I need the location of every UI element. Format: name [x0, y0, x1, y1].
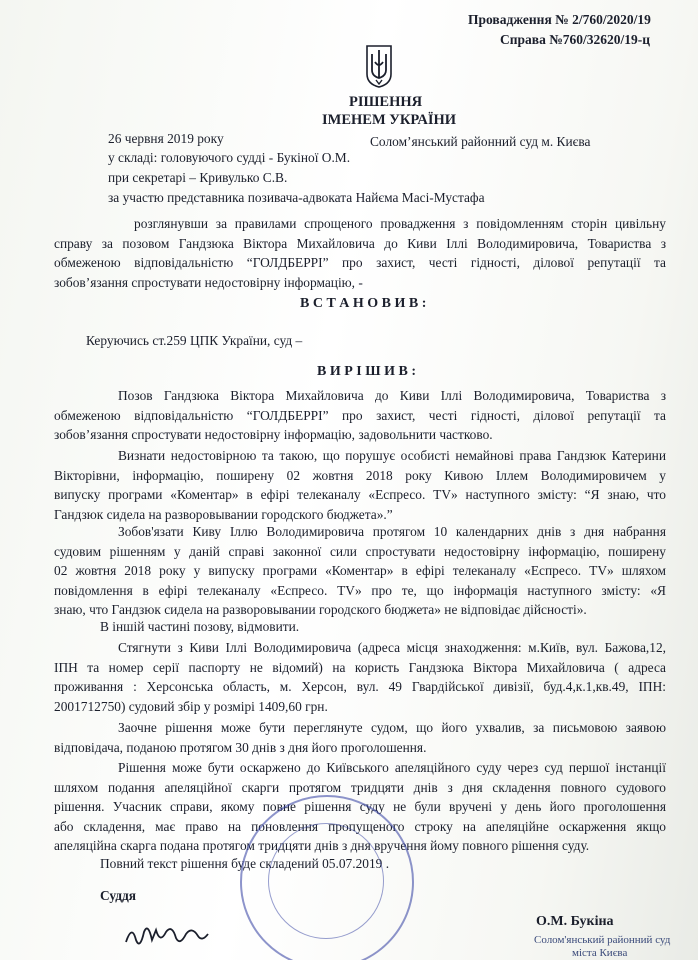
text-line: обмеженою відповідальністю “ГОЛДБЕРРІ” про захист, честі гідності, ділової репутації та [54, 407, 666, 423]
coat-of-arms-icon [364, 44, 394, 88]
text-line: 2001712750) судовий збір у розмірі 1409,60 грн. [54, 698, 328, 714]
court-name: Солом’янський районний суд м. Києва [370, 134, 591, 149]
court-secretary: при секретарі – Кривулько С.В. [108, 170, 288, 185]
text-line: знаю, что Гандзюк сидела на разворовывании городского бюджета» не відповідає дійсності». [54, 602, 587, 618]
text-line: повідомлення в ефірі телеканалу «Еспресо. TV» про те, що інформація наступного змісту: «Я [54, 582, 666, 598]
court-stamp-inner [268, 823, 384, 939]
text-line: або складення, має право на поновлення пропущеного строку на апеляційне оскарження якщо [54, 818, 666, 834]
stamp-footer-line2: міста Києва [572, 947, 628, 959]
text-line: Стягнути з Киви Іллі Володимировича (адреса місця знаходження: м.Київ, вул. Бажова,12, [118, 640, 666, 655]
text-line: Рішення може бути оскаржено до Київського апеляційного суду через суд першої інстанції [118, 760, 666, 775]
case-number: Справа №760/32620/19-ц [500, 32, 651, 47]
text-line: справу за позовом Гандзюка Віктора Михайловича до Киви Іллі Володимировича, Товариства з [54, 235, 666, 251]
text-line: рішення. Учасник справи, якому повне рішення суду не були вручені у день його проголошення [54, 799, 666, 815]
stamp-footer-line1: Солом'янський районний суд [534, 934, 671, 946]
decision-title: РІШЕННЯ [349, 94, 423, 110]
court-composition: у складі: головуючого судді - Букіної О.М. [108, 150, 351, 165]
full-text-date: Повний текст рішення буде складений 05.07.2019 . [100, 856, 390, 871]
text-line: шляхом подання апеляційної скарги протягом тридцяти днів з дня складення повного судового [54, 779, 666, 795]
text-line: апеляційна скарга подана протягом тридцяти днів з дня вручення йому повного рішення суду. [54, 838, 590, 854]
text-line: Зобов'язати Киву Іллю Володимировича протягом 10 календарних днів з дня набрання [118, 524, 666, 539]
judge-signature [122, 918, 212, 952]
ruling-paragraph-reject: В іншій частині позову, відмовити. [100, 619, 300, 634]
decided-heading: В И Р І Ш И В : [317, 364, 416, 379]
text-line: відповідача, поданою протягом 30 днів з дня його проголошення. [54, 739, 427, 755]
judge-label: Суддя [100, 888, 136, 903]
decision-subtitle: ІМЕНЕМ УКРАЇНИ [322, 112, 457, 128]
judge-name: О.М. Букіна [536, 914, 614, 929]
text-line: зобов’язання спростувати недостовірну інформацію, - [54, 274, 363, 290]
text-line: ІПН та номер серії паспорту не відомий) на користь Гандзюка Віктора Михайловича ( адреса [54, 659, 666, 675]
text-line: проживання : Херсонська область, м. Херсон, вул. 49 Гвардійської дивізії, буд.4,к.1,кв.49, ІПН: [54, 679, 666, 695]
ruling-paragraph-collect [54, 638, 666, 716]
text-line: Визнати недостовірною та такою, що порушує особисті немайнові права Гандзюк Катерини [118, 448, 666, 463]
established-heading: В С Т А Н О В И В : [300, 296, 427, 311]
text-line: випуску програми «Коментар» в ефірі телеканалу «Еспресо. TV» наступного змісту: “Я знаю, что [54, 487, 666, 503]
plaintiff-representative: за участю представника позивача-адвоката Найєма Масі-Мустафа [108, 190, 485, 205]
text-line: Заочне рішення може бути переглянуте судом, що його ухвалив, за письмовою заявою [118, 720, 666, 735]
ruling-paragraph-oblige [54, 522, 666, 620]
text-line: Позов Гандзюка Віктора Михайловича до Киви Іллі Володимировича, Товариства з [118, 388, 666, 403]
text-line: Вікторівни, інформацію, поширену 02 жовтня 2018 року Кивою Іллем Володимировичем у [54, 467, 666, 483]
text-line: зобов’язання спростувати недостовірну інформацію, задовольнити частково. [54, 427, 493, 443]
proceeding-number: Провадження № 2/760/2020/19 [468, 12, 651, 27]
guided-by-text: Керуючись ст.259 ЦПК України, суд – [86, 333, 303, 348]
text-line: обмеженою відповідальністю “ГОЛДБЕРРІ” про захист, честі гідності, ділової репутації та [54, 255, 666, 271]
text-line: Гандзюк сидела на разворовывании городского бюджета».” [54, 506, 393, 522]
ruling-paragraph-claim [54, 386, 666, 445]
text-line: розглянувши за правилами спрощеного провадження з повідомленням сторін цивільну [134, 216, 666, 231]
ruling-paragraph-recognize [54, 446, 666, 524]
ruling-paragraph-review [54, 718, 666, 757]
decision-date: 26 червня 2019 року [108, 131, 224, 146]
text-line: судовим рішенням у даній справі законної сили спростувати недостовірну інформацію, поширену [54, 543, 666, 559]
text-line: 02 жовтня 2018 року у випуску програми «Коментар» в ефірі телеканалу «Еспресо. TV» шляхом [54, 563, 666, 579]
considered-paragraph [54, 214, 666, 292]
